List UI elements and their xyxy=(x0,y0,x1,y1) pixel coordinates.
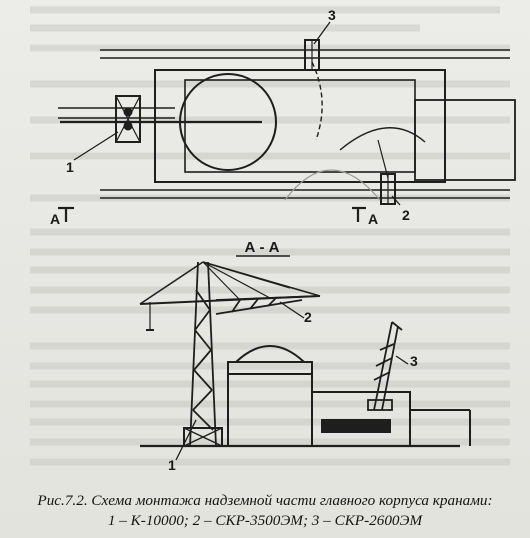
reactor-building xyxy=(228,346,312,446)
callout-1-elevation: 1 xyxy=(168,457,176,473)
caption-line-2: 1 – К-10000; 2 – СКР-3500ЭМ; 3 – СКР-2600ЭМ xyxy=(107,512,423,529)
crane-2-plan xyxy=(340,128,425,204)
callout-3-elevation: 3 xyxy=(410,353,418,369)
ghost-text-lines xyxy=(30,10,510,462)
callout-3-plan: 3 xyxy=(328,7,336,23)
callout-1-plan: 1 xyxy=(66,159,74,175)
figure-caption xyxy=(0,491,530,531)
section-cut-marks xyxy=(58,208,366,222)
crane-3-plan xyxy=(305,40,322,140)
cut-mark-left: А xyxy=(50,211,61,227)
callout-2-elevation: 2 xyxy=(304,309,312,325)
annex-block xyxy=(415,100,515,180)
section-label: А - А xyxy=(244,239,280,256)
callout-2-plan: 2 xyxy=(402,207,410,223)
cut-mark-right: А xyxy=(368,211,379,227)
caption-line-1: Рис.7.2. Схема монтажа надземной части главного корпуса кранами: xyxy=(37,492,493,509)
